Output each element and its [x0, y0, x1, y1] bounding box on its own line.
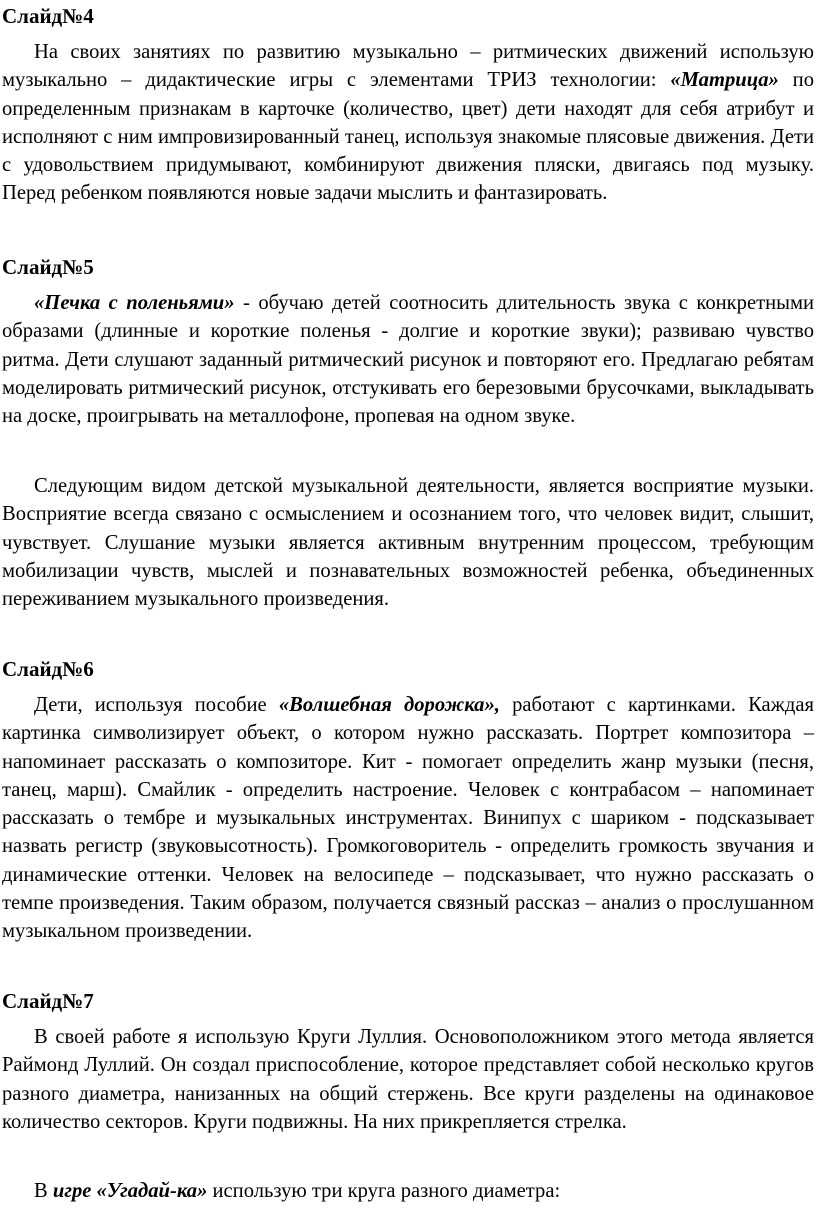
- slide5-paragraph-1: [2, 289, 814, 430]
- slide7-text-b: использую три круга разного диаметра:: [207, 1180, 561, 1202]
- slide6-game-title: «Волшебная дорожка»,: [278, 694, 500, 716]
- slide6-text-b: работают с картинками. Каждая картинка символизирует объект, о котором нужно рассказать. Портрет композитора – напоминает рассказать о композиторе. Кит - помогает определить жанр музыки (песня, танец, марш). Смайлик - определить настроение. Человек с контрабасом – напоминает рассказать о тембре и музыкальных инструментах. Винипух с шариком - подсказывает назвать регистр (звуковысотность). Громкоговоритель - определить громкость звучания и динамические оттенки. Человек на велосипеде – подсказывает, что нужно рассказать о темпе произведения. Таким образом, получается связный рассказ – анализ о прослушанном музыкальном произведении.: [2, 694, 815, 943]
- slide7-paragraph-1: [2, 1023, 814, 1136]
- slide6-paragraph: [2, 691, 814, 946]
- slide4-text-a: На своих занятиях по развитию музыкально – ритмических движений использую музыкально – дидактические игры с элементами ТРИЗ технологии:: [2, 41, 814, 92]
- slide5-paragraph-2: [2, 472, 814, 613]
- slide7-paragraph-2: [2, 1177, 814, 1205]
- slide5-game-title: «Печка с поленьями»: [34, 292, 235, 314]
- slide6-heading: Слайд№6: [2, 657, 94, 681]
- slide4-heading: Слайд№4: [2, 4, 94, 28]
- slide6-text-a: Дети, используя пособие: [34, 694, 279, 716]
- slide7-text-a: В: [34, 1180, 53, 1202]
- slide4-paragraph: [2, 38, 814, 208]
- slide7-game-title: игре «Угадай-ка»: [52, 1180, 208, 1202]
- slide5-text-b: - обучаю детей соотносить длительность звука с конкретными образами (длинные и короткие поленья - долгие и короткие звуки); развиваю чувство ритма. Дети слушают заданный ритмический рисунок и повторяют его. Предлагаю ребятам моделировать ритмический рисунок, отстукивать его березовыми брусочками, выкладывать на доске, проигрывать на металлофоне, пропевая на одном звуке.: [2, 292, 814, 428]
- slide5-heading: Слайд№5: [2, 255, 94, 279]
- slide4-text-b: по определенным признакам в карточке (количество, цвет) дети находят для себя атрибут и исполняют с ним импровизированный танец, используя знакомые плясовые движения. Дети с удовольствием придумывают, комбинируют движения пляски, двигаясь под музыку. Перед ребенком появляются новые задачи мыслить и фантазировать.: [2, 69, 814, 205]
- slide7-heading: Слайд№7: [2, 989, 94, 1013]
- slide4-game-title: «Матрица»: [670, 69, 779, 92]
- slide7-text-1: В своей работе я использую Круги Луллия. Основоположником этого метода является Раймонд Луллий. Он создал приспособление, которое представляет собой несколько кругов разного диаметра, нанизанных на общий стержень. Все круги разделены на одинаковое количество секторов. Круги подвижны. На них прикрепляется стрелка.: [2, 1026, 814, 1133]
- slide5-text-2: Следующим видом детской музыкальной деятельности, является восприятие музыки. Восприятие всегда связано с осмыслением и осознанием того, что человек видит, слышит, чувствует. Слушание музыки является активным внутренним процессом, требующим мобилизации чувств, мыслей и познавательных возможностей ребенка, объединенных переживанием музыкального произведения.: [2, 475, 814, 611]
